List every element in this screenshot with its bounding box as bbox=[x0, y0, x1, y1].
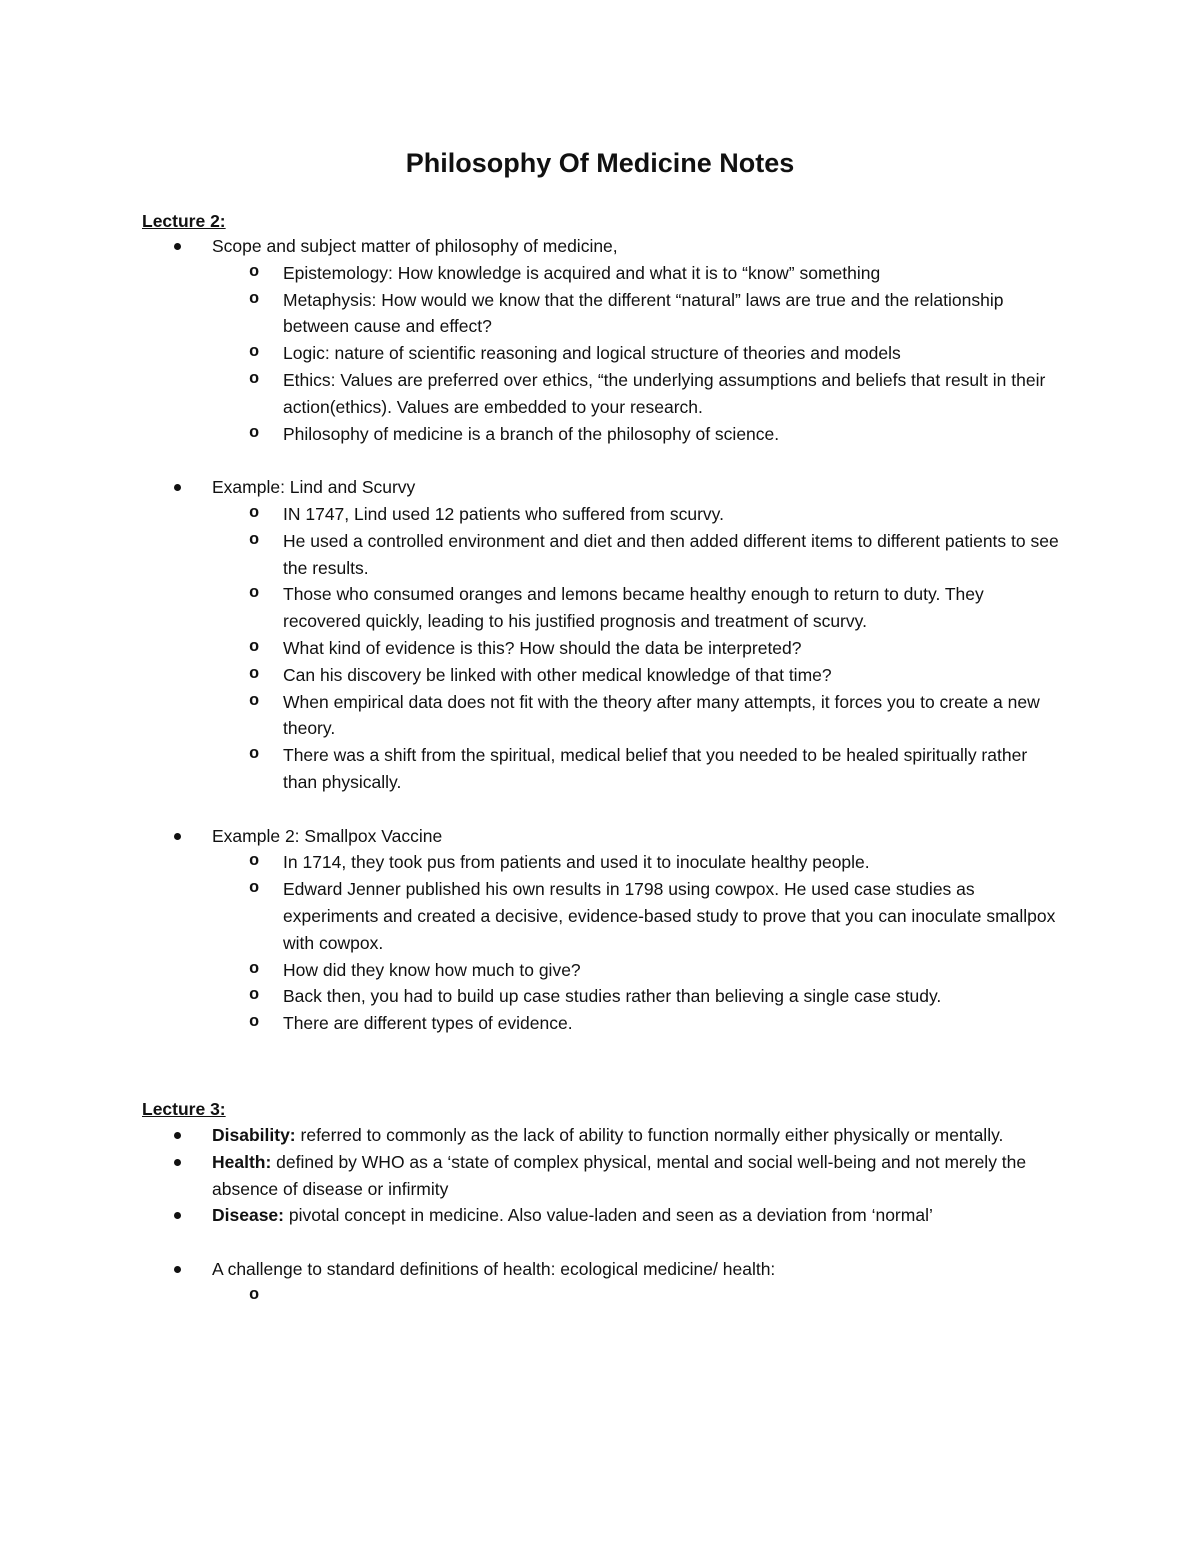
circle-bullet-icon: o bbox=[249, 959, 260, 979]
sub-list-item bbox=[0, 742, 1060, 796]
circle-bullet-icon: o bbox=[249, 637, 260, 657]
circle-bullet-icon: o bbox=[249, 530, 260, 550]
circle-bullet-icon: o bbox=[249, 745, 260, 765]
sub-list-item-text: There was a shift from the spiritual, medical belief that you needed to be healed spiritually rather than physically. bbox=[283, 745, 1028, 792]
list-item bbox=[0, 1202, 1200, 1229]
page-title: Philosophy Of Medicine Notes bbox=[405, 148, 795, 178]
list-item-text: referred to commonly as the lack of ability to function normally either physically or mentally. bbox=[295, 1125, 1004, 1145]
list-item-text: A challenge to standard definitions of health: ecological medicine/ health: bbox=[212, 1258, 776, 1279]
sub-list-item bbox=[0, 421, 1060, 448]
circle-bullet-icon: o bbox=[249, 289, 260, 309]
sub-list-item bbox=[0, 581, 1060, 635]
sub-list-item bbox=[0, 501, 1060, 528]
sub-list-item-text: Back then, you had to build up case studies rather than believing a single case study. bbox=[283, 986, 942, 1007]
circle-bullet-icon: o bbox=[249, 879, 260, 899]
circle-bullet-icon: o bbox=[249, 369, 260, 389]
list-item-text: Scope and subject matter of philosophy of medicine, bbox=[212, 236, 618, 256]
sub-list-item-text: Epistemology: How knowledge is acquired and what it is to “know” something bbox=[283, 262, 881, 283]
sub-list-item bbox=[0, 340, 1060, 367]
sub-list bbox=[212, 849, 1060, 1037]
sub-list-item bbox=[0, 1283, 1060, 1310]
sub-list-item-text: He used a controlled environment and diet and then added different items to different patients to see the results. bbox=[283, 530, 1059, 578]
list-item bbox=[0, 1256, 1200, 1310]
sub-list bbox=[212, 1283, 1060, 1310]
sub-list-item bbox=[0, 635, 1060, 662]
circle-bullet-icon: o bbox=[249, 503, 260, 523]
sub-list-item-text: Philosophy of medicine is a branch of the philosophy of science. bbox=[283, 423, 780, 444]
sub-list-item bbox=[0, 876, 1060, 956]
sub-list-item bbox=[0, 662, 1060, 689]
bullet-icon bbox=[174, 1159, 181, 1166]
list-item-text: defined by WHO as a ‘state of complex physical, mental and social well-being and not merely the absence of disease or infirmity bbox=[212, 1151, 1027, 1199]
sub-list-item bbox=[0, 849, 1060, 876]
circle-bullet-icon: o bbox=[249, 691, 260, 711]
sub-list-item bbox=[0, 287, 1060, 341]
circle-bullet-icon: o bbox=[249, 423, 260, 443]
list-item-text: Example 2: Smallpox Vaccine bbox=[212, 825, 443, 846]
lecture-2-heading: Lecture 2: bbox=[142, 211, 226, 231]
list-item bbox=[0, 474, 1200, 796]
circle-bullet-icon: o bbox=[249, 664, 260, 684]
circle-bullet-icon: o bbox=[249, 986, 260, 1006]
bullet-icon bbox=[174, 1212, 181, 1219]
sub-list-item-text: Ethics: Values are preferred over ethics, “the underlying assumptions and beliefs that result in their action(ethics). Values are embedded to your research. bbox=[283, 369, 1046, 417]
term-label: Disease: bbox=[212, 1205, 284, 1226]
lecture-2-list bbox=[0, 233, 1200, 1037]
term-label: Disability: bbox=[212, 1125, 296, 1145]
circle-bullet-icon: o bbox=[249, 852, 260, 872]
circle-bullet-icon: o bbox=[249, 343, 260, 363]
sub-list-item-text: Metaphysis: How would we know that the different “natural” laws are true and the relationship between cause and effect? bbox=[283, 289, 1004, 337]
list-item-text: pivotal concept in medicine. Also value-laden and seen as a deviation from ‘normal’ bbox=[284, 1205, 933, 1226]
sub-list-item-text: There are different types of evidence. bbox=[283, 1013, 573, 1034]
list-item bbox=[0, 823, 1200, 1037]
circle-bullet-icon: o bbox=[249, 262, 260, 282]
sub-list bbox=[212, 260, 1060, 448]
sub-list-item-text: Those who consumed oranges and lemons became healthy enough to return to duty. They recovered quickly, leading to his justified prognosis and treatment of scurvy. bbox=[283, 584, 984, 632]
sub-list-item-text: When empirical data does not fit with the theory after many attempts, it forces you to create a new theory. bbox=[283, 691, 1040, 739]
bullet-icon bbox=[174, 1266, 181, 1273]
lecture-3-heading: Lecture 3: bbox=[142, 1099, 226, 1119]
bullet-icon bbox=[174, 243, 181, 250]
sub-list-item bbox=[0, 260, 1060, 287]
list-item bbox=[0, 1122, 1200, 1149]
sub-list-item-text: Logic: nature of scientific reasoning and logical structure of theories and models bbox=[283, 343, 901, 364]
lecture-3-list bbox=[0, 1122, 1200, 1310]
sub-list-item bbox=[0, 1010, 1060, 1037]
circle-bullet-icon: o bbox=[249, 584, 260, 604]
bullet-icon bbox=[174, 833, 181, 840]
term-label: Health: bbox=[212, 1151, 272, 1172]
bullet-icon bbox=[174, 484, 181, 491]
list-item bbox=[0, 1149, 1200, 1203]
sub-list-item bbox=[0, 689, 1060, 743]
sub-list bbox=[212, 501, 1060, 796]
sub-list-item-text: What kind of evidence is this? How should the data be interpreted? bbox=[283, 637, 802, 658]
sub-list-item-text: Can his discovery be linked with other medical knowledge of that time? bbox=[283, 664, 832, 685]
sub-list-item-text: Edward Jenner published his own results in 1798 using cowpox. He used case studies as experiments and created a decisive, evidence-based study to prove that you can inoculate smallpox with cowpox. bbox=[283, 879, 1056, 953]
sub-list-item-text: In 1714, they took pus from patients and used it to inoculate healthy people. bbox=[283, 852, 870, 873]
circle-bullet-icon: o bbox=[249, 1285, 260, 1305]
sub-list-item bbox=[0, 957, 1060, 984]
sub-list-item bbox=[0, 367, 1060, 421]
sub-list-item bbox=[0, 983, 1060, 1010]
list-item-text: Example: Lind and Scurvy bbox=[212, 477, 416, 498]
sub-list-item bbox=[0, 528, 1060, 582]
circle-bullet-icon: o bbox=[249, 1013, 260, 1033]
bullet-icon bbox=[174, 1132, 181, 1139]
sub-list-item-text: How did they know how much to give? bbox=[283, 959, 581, 980]
sub-list-item-text: IN 1747, Lind used 12 patients who suffered from scurvy. bbox=[283, 503, 724, 524]
list-item bbox=[0, 233, 1200, 447]
